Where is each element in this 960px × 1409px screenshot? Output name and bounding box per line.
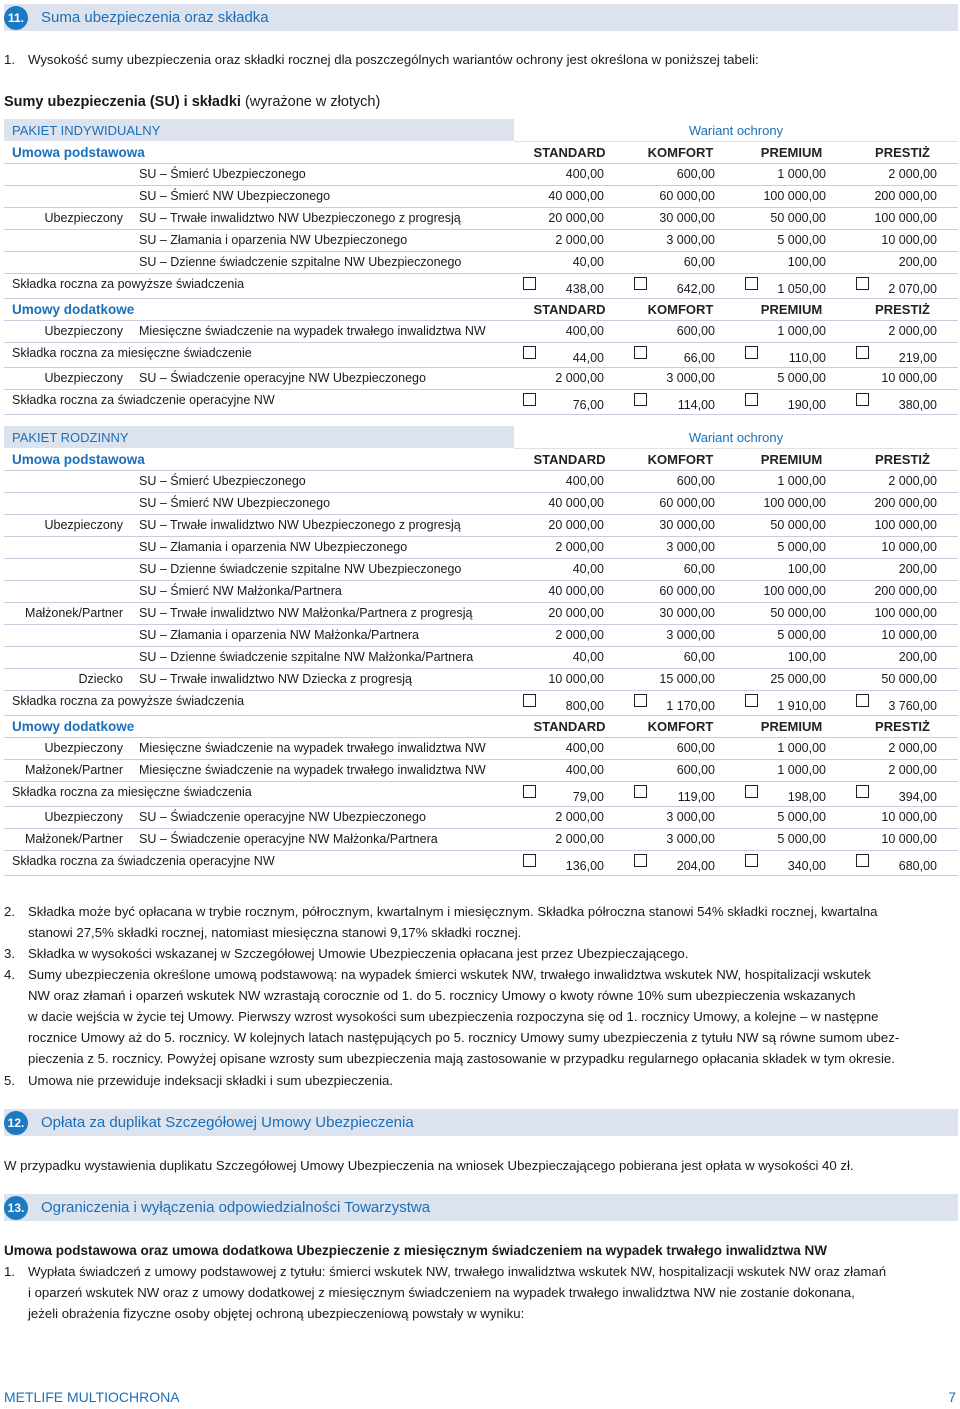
amount-cell: 30 000,00: [659, 518, 715, 532]
amount-cell: 40,00: [572, 255, 604, 269]
amount-cell: 1 000,00: [777, 474, 826, 488]
amount-cell: 200,00: [898, 562, 937, 576]
premium-label: Składka roczna za miesięczne świadczenie: [12, 346, 252, 360]
amount-cell: 200,00: [898, 255, 937, 269]
amount-cell: 10 000,00: [881, 233, 937, 247]
package-header-row: [4, 426, 958, 448]
amount-cell: 100,00: [787, 562, 826, 576]
table-row: [4, 492, 958, 515]
page-number: 7: [948, 1389, 956, 1405]
table-title-note: (wyrażone w złotych): [240, 94, 381, 110]
table-row: [4, 320, 958, 343]
premium-amount: 190,00: [787, 398, 826, 412]
premium-label: Składka roczna za powyższe świadczenia: [12, 694, 245, 708]
insured-group: Małżonek/Partner: [25, 606, 123, 620]
premium-label: Składka roczna za świadczenie operacyjne NW: [12, 393, 275, 407]
premium-amount: 642,00: [676, 282, 715, 296]
amount-cell: 100 000,00: [874, 211, 937, 225]
paragraph-line: stanowi 27,5% składki rocznej, natomiast miesięczna stanowi 9,17% składki rocznej.: [28, 925, 522, 940]
premium-label: Składka roczna za powyższe świadczenia: [12, 277, 245, 291]
variant-column-header: KOMFORT: [647, 719, 714, 734]
paragraph-line: Sumy ubezpieczenia określone umową podstawową: na wypadek śmierci wskutek NW, trwałego inwalidztwa wskutek NW, hospitalizacji wskutek: [28, 967, 871, 982]
amount-cell: 100,00: [787, 650, 826, 664]
premium-row: [4, 691, 958, 716]
amount-cell: 60,00: [683, 562, 715, 576]
table-row: [4, 602, 958, 625]
variant-column-header: PRESTIŻ: [875, 719, 930, 734]
premium-amount: 114,00: [677, 398, 715, 412]
premium-row: [4, 390, 958, 415]
amount-cell: 2 000,00: [555, 628, 604, 642]
section-label: Umowa podstawowa: [12, 145, 145, 160]
premium-amount: 438,00: [565, 282, 604, 296]
amount-cell: 200 000,00: [874, 189, 937, 203]
paragraph-text: Umowa nie przewiduje indeksacji składki i sum ubezpieczenia.: [28, 1073, 394, 1088]
amount-cell: 1 000,00: [777, 763, 826, 777]
amount-cell: 2 000,00: [555, 832, 604, 846]
insured-group: Ubezpieczony: [44, 371, 123, 385]
benefit-description: SU – Śmierć NW Ubezpieczonego: [139, 496, 331, 510]
amount-cell: 5 000,00: [777, 628, 826, 642]
premium-amount: 2 070,00: [888, 282, 937, 296]
section-header-row: [4, 448, 958, 471]
benefit-description: Miesięczne świadczenie na wypadek trwałego inwalidztwa NW: [139, 763, 486, 777]
section-number: 12.: [4, 1111, 28, 1135]
table-row: [4, 536, 958, 559]
amount-cell: 200 000,00: [874, 584, 937, 598]
amount-cell: 50 000,00: [881, 672, 937, 686]
premium-amount: 76,00: [572, 398, 604, 412]
premium-amount: 1 910,00: [777, 699, 826, 713]
amount-cell: 10 000,00: [881, 540, 937, 554]
amount-cell: 600,00: [676, 324, 715, 338]
table-row: [4, 558, 958, 581]
table-title-bold: Sumy ubezpieczenia (SU) i składki: [4, 94, 241, 110]
section-title: Suma ubezpieczenia oraz składka: [41, 9, 269, 26]
amount-cell: 60 000,00: [659, 189, 715, 203]
benefit-description: SU – Trwałe inwalidztwo NW Dziecka z progresją: [139, 672, 413, 686]
amount-cell: 2 000,00: [888, 741, 937, 755]
amount-cell: 200 000,00: [874, 496, 937, 510]
amount-cell: 2 000,00: [555, 371, 604, 385]
amount-cell: 60,00: [683, 650, 715, 664]
premium-amount: 3 760,00: [888, 699, 937, 713]
amount-cell: 30 000,00: [659, 606, 715, 620]
amount-cell: 100 000,00: [763, 496, 826, 510]
premium-amount: 680,00: [898, 859, 937, 873]
paragraph-12: W przypadku wystawienia duplikatu Szczegółowej Umowy Ubezpieczenia na wniosek Ubezpieczającego pobierana jest opłata w wysokości 40 zł.: [4, 1158, 854, 1173]
package-name: PAKIET INDYWIDUALNY: [12, 123, 161, 138]
premium-amount: 1 050,00: [777, 282, 826, 296]
benefit-description: SU – Dzienne świadczenie szpitalne NW Ubezpieczonego: [139, 255, 462, 269]
amount-cell: 10 000,00: [881, 371, 937, 385]
paragraph-text: Wysokość sumy ubezpieczenia oraz składki rocznej dla poszczególnych wariantów ochrony jest określona w poniższej tabeli:: [28, 52, 759, 67]
amount-cell: 400,00: [565, 324, 604, 338]
paragraph-line: pieczenia z 5. rocznicy. Powyżej opisane wzrosty sum ubezpieczenia mają zastosowanie w przypadku regularnego opłacania składek w tym okresie.: [28, 1051, 895, 1066]
amount-cell: 5 000,00: [777, 371, 826, 385]
variant-column-header: PRESTIŻ: [875, 452, 930, 467]
premium-amount: 79,00: [572, 790, 604, 804]
table-row: [4, 514, 958, 537]
paragraph-2: [4, 901, 958, 943]
benefit-description: SU – Trwałe inwalidztwo NW Małżonka/Partnera z progresją: [139, 606, 473, 620]
table-row: [4, 185, 958, 208]
variant-column-header: PREMIUM: [760, 719, 823, 734]
premium-amount: 800,00: [565, 699, 604, 713]
amount-cell: 50 000,00: [770, 211, 826, 225]
benefit-description: SU – Złamania i oparzenia NW Ubezpieczonego: [139, 540, 408, 554]
premium-amount: 1 170,00: [666, 699, 715, 713]
premium-row: [4, 343, 958, 368]
paragraph-line: Składka może być opłacana w trybie rocznym, półrocznym, kwartalnym i miesięcznym. Składka półroczna stanowi 54% składki rocznej, kwartalna: [28, 904, 878, 919]
benefit-description: SU – Trwałe inwalidztwo NW Ubezpieczonego z progresją: [139, 211, 461, 225]
premium-amount: 394,00: [898, 790, 937, 804]
premium-row: [4, 274, 958, 299]
premium-amount: 110,00: [788, 351, 826, 365]
amount-cell: 60,00: [683, 255, 715, 269]
premium-label: Składka roczna za świadczenia operacyjne NW: [12, 854, 275, 868]
benefit-description: SU – Dzienne świadczenie szpitalne NW Małżonka/Partnera: [139, 650, 474, 664]
section-title: Ograniczenia i wyłączenia odpowiedzialności Towarzystwa: [41, 1199, 431, 1216]
amount-cell: 20 000,00: [548, 211, 604, 225]
benefit-description: SU – Świadczenie operacyjne NW Małżonka/Partnera: [139, 832, 438, 846]
paragraph-number: 2.: [4, 904, 15, 919]
amount-cell: 3 000,00: [666, 832, 715, 846]
amount-cell: 600,00: [676, 741, 715, 755]
paragraph-number: 1.: [4, 52, 15, 67]
variant-column-header: PRESTIŻ: [875, 145, 930, 160]
amount-cell: 2 000,00: [555, 233, 604, 247]
section-12-header: [4, 1109, 958, 1136]
table-row: [4, 759, 958, 782]
amount-cell: 20 000,00: [548, 518, 604, 532]
table-row: [4, 163, 958, 186]
paragraph-line: jeżeli obrażenia fizyczne osoby objętej ochroną ubezpieczeniową powstały w wyniku:: [28, 1306, 525, 1321]
paragraph-line: NW oraz złamań i oparzeń wskutek NW wzrastają corocznie od 1. do 5. rocznicy Umowy o kwoty równe 10% sum ubezpieczenia wskazanych: [28, 988, 856, 1003]
amount-cell: 2 000,00: [888, 324, 937, 338]
amount-cell: 5 000,00: [777, 233, 826, 247]
table-row: [4, 470, 958, 493]
insured-group: Ubezpieczony: [44, 810, 123, 824]
premium-row: [4, 851, 958, 876]
paragraph-13-1: [4, 1261, 958, 1324]
variant-label: Wariant ochrony: [688, 430, 784, 445]
paragraph-number: 3.: [4, 946, 15, 961]
amount-cell: 400,00: [565, 474, 604, 488]
amount-cell: 1 000,00: [777, 167, 826, 181]
section-label: Umowa podstawowa: [12, 452, 145, 467]
table-row: [4, 229, 958, 252]
premium-amount: 66,00: [683, 351, 715, 365]
paragraph-number: 4.: [4, 967, 15, 982]
amount-cell: 10 000,00: [881, 628, 937, 642]
section-11-header: [4, 4, 958, 31]
section-number: 13.: [4, 1196, 28, 1220]
paragraph-line: Wypłata świadczeń z umowy podstawowej z tytułu: śmierci wskutek NW, trwałego inwalidztwa wskutek NW, hospitalizacji wskutek NW oraz złamań: [28, 1264, 887, 1279]
amount-cell: 40,00: [572, 650, 604, 664]
amount-cell: 2 000,00: [888, 167, 937, 181]
variant-column-header: PREMIUM: [760, 302, 823, 317]
table-row: [4, 367, 958, 390]
amount-cell: 60 000,00: [659, 496, 715, 510]
amount-cell: 600,00: [676, 167, 715, 181]
variant-column-header: STANDARD: [533, 719, 606, 734]
variant-column-header: STANDARD: [533, 302, 606, 317]
amount-cell: 50 000,00: [770, 606, 826, 620]
variant-column-header: PREMIUM: [760, 452, 823, 467]
amount-cell: 3 000,00: [666, 233, 715, 247]
paragraph-line: w dacie wejścia w życie tej Umowy. Pierwszy wzrost wysokości sum ubezpieczenia rozpoczyna się od 1. rocznicy Umowy, a kolejne – w następne: [28, 1009, 879, 1024]
subsection-heading: Umowa podstawowa oraz umowa dodatkowa Ubezpieczenie z miesięcznym świadczeniem na wypadek trwałego inwalidztwa NW: [4, 1243, 827, 1258]
premium-amount: 198,00: [787, 790, 826, 804]
benefit-description: Miesięczne świadczenie na wypadek trwałego inwalidztwa NW: [139, 741, 486, 755]
premium-amount: 340,00: [787, 859, 826, 873]
variant-column-header: PRESTIŻ: [875, 302, 930, 317]
table-row: [4, 646, 958, 669]
paragraph-line: i oparzeń wskutek NW oraz z umowy dodatkowej z miesięcznym świadczeniem na wypadek trwałego inwalidztwa NW nie zostanie dokonana,: [28, 1285, 855, 1300]
premium-amount: 44,00: [572, 351, 604, 365]
table-row: [4, 668, 958, 691]
paragraph-number: 1.: [4, 1264, 15, 1279]
paragraph-5: [4, 1070, 958, 1091]
variant-column-header: STANDARD: [533, 452, 606, 467]
amount-cell: 2 000,00: [555, 810, 604, 824]
section-header-row: [4, 715, 958, 738]
premium-row: [4, 782, 958, 807]
benefit-description: SU – Dzienne świadczenie szpitalne NW Ubezpieczonego: [139, 562, 462, 576]
section-header-row: [4, 141, 958, 164]
variant-header: [514, 119, 958, 142]
amount-cell: 100,00: [787, 255, 826, 269]
amount-cell: 600,00: [676, 763, 715, 777]
amount-cell: 2 000,00: [888, 763, 937, 777]
amount-cell: 200,00: [898, 650, 937, 664]
variant-column-header: KOMFORT: [647, 145, 714, 160]
table-row: [4, 806, 958, 829]
table-title: [4, 94, 380, 110]
amount-cell: 2 000,00: [888, 474, 937, 488]
amount-cell: 600,00: [676, 474, 715, 488]
insured-group: Ubezpieczony: [44, 518, 123, 532]
premium-amount: 204,00: [676, 859, 715, 873]
variant-header: [514, 426, 958, 449]
amount-cell: 40,00: [572, 562, 604, 576]
variant-column-header: PREMIUM: [760, 145, 823, 160]
variant-column-header: KOMFORT: [647, 452, 714, 467]
premium-amount: 380,00: [898, 398, 937, 412]
benefit-description: SU – Złamania i oparzenia NW Ubezpieczonego: [139, 233, 408, 247]
premium-amount: 136,00: [565, 859, 604, 873]
table-row: [4, 828, 958, 851]
section-number: 11.: [4, 6, 28, 30]
variant-column-header: STANDARD: [533, 145, 606, 160]
amount-cell: 3 000,00: [666, 540, 715, 554]
table-row: [4, 207, 958, 230]
benefit-description: SU – Świadczenie operacyjne NW Ubezpieczonego: [139, 371, 426, 385]
amount-cell: 40 000,00: [548, 496, 604, 510]
benefit-description: SU – Świadczenie operacyjne NW Ubezpieczonego: [139, 810, 426, 824]
section-13-header: [4, 1194, 958, 1221]
paragraph-number: 5.: [4, 1073, 15, 1088]
amount-cell: 15 000,00: [659, 672, 715, 686]
amount-cell: 400,00: [565, 741, 604, 755]
amount-cell: 50 000,00: [770, 518, 826, 532]
amount-cell: 30 000,00: [659, 211, 715, 225]
amount-cell: 3 000,00: [666, 371, 715, 385]
amount-cell: 40 000,00: [548, 189, 604, 203]
amount-cell: 3 000,00: [666, 810, 715, 824]
table-row: [4, 737, 958, 760]
footer-brand: METLIFE MULTIOCHRONA: [4, 1389, 180, 1405]
benefit-description: SU – Śmierć NW Ubezpieczonego: [139, 189, 331, 203]
amount-cell: 100 000,00: [874, 518, 937, 532]
insured-group: Małżonek/Partner: [25, 763, 123, 777]
package-name: PAKIET RODZINNY: [12, 430, 129, 445]
amount-cell: 5 000,00: [777, 810, 826, 824]
amount-cell: 100 000,00: [763, 189, 826, 203]
benefit-description: SU – Śmierć Ubezpieczonego: [139, 474, 306, 488]
amount-cell: 25 000,00: [770, 672, 826, 686]
amount-cell: 100 000,00: [874, 606, 937, 620]
amount-cell: 3 000,00: [666, 628, 715, 642]
paragraph-4: [4, 964, 958, 1069]
amount-cell: 20 000,00: [548, 606, 604, 620]
package-header-row: [4, 119, 958, 141]
benefit-description: SU – Śmierć Ubezpieczonego: [139, 167, 306, 181]
amount-cell: 5 000,00: [777, 540, 826, 554]
amount-cell: 60 000,00: [659, 584, 715, 598]
variant-label: Wariant ochrony: [688, 123, 784, 138]
amount-cell: 5 000,00: [777, 832, 826, 846]
benefit-description: SU – Śmierć NW Małżonka/Partnera: [139, 584, 342, 598]
premium-amount: 219,00: [898, 351, 937, 365]
paragraph-3: [4, 943, 958, 964]
amount-cell: 40 000,00: [548, 584, 604, 598]
amount-cell: 10 000,00: [548, 672, 604, 686]
premium-label: Składka roczna za miesięczne świadczenia: [12, 785, 252, 799]
insured-group: Dziecko: [78, 672, 123, 686]
amount-cell: 400,00: [565, 763, 604, 777]
premium-amount: 119,00: [677, 790, 715, 804]
section-title: Opłata za duplikat Szczegółowej Umowy Ubezpieczenia: [41, 1114, 414, 1131]
section-header-row: [4, 298, 958, 321]
variant-column-header: KOMFORT: [647, 302, 714, 317]
paragraph-text: Składka w wysokości wskazanej w Szczegółowej Umowie Ubezpieczenia opłacana jest przez Ubezpieczającego.: [28, 946, 689, 961]
amount-cell: 1 000,00: [777, 741, 826, 755]
table-row: [4, 624, 958, 647]
benefit-description: SU – Trwałe inwalidztwo NW Ubezpieczonego z progresją: [139, 518, 461, 532]
amount-cell: 100 000,00: [763, 584, 826, 598]
benefit-description: Miesięczne świadczenie na wypadek trwałego inwalidztwa NW: [139, 324, 486, 338]
amount-cell: 1 000,00: [777, 324, 826, 338]
section-label: Umowy dodatkowe: [12, 302, 135, 317]
section-label: Umowy dodatkowe: [12, 719, 135, 734]
table-row: [4, 251, 958, 274]
amount-cell: 2 000,00: [555, 540, 604, 554]
table-row: [4, 580, 958, 603]
amount-cell: 400,00: [565, 167, 604, 181]
insured-group: Ubezpieczony: [44, 741, 123, 755]
benefit-description: SU – Złamania i oparzenia NW Małżonka/Partnera: [139, 628, 419, 642]
insured-group: Ubezpieczony: [44, 324, 123, 338]
insured-group: Ubezpieczony: [44, 211, 123, 225]
amount-cell: 10 000,00: [881, 832, 937, 846]
paragraph-line: rocznice Umowy aż do 5. rocznicy. W kolejnych latach następujących po 5. rocznicy Umowy sumy ubezpieczenia z tytułu NW są równe sumom ubez-: [28, 1030, 900, 1045]
paragraph-1: [4, 49, 958, 70]
insured-group: Małżonek/Partner: [25, 832, 123, 846]
amount-cell: 10 000,00: [881, 810, 937, 824]
